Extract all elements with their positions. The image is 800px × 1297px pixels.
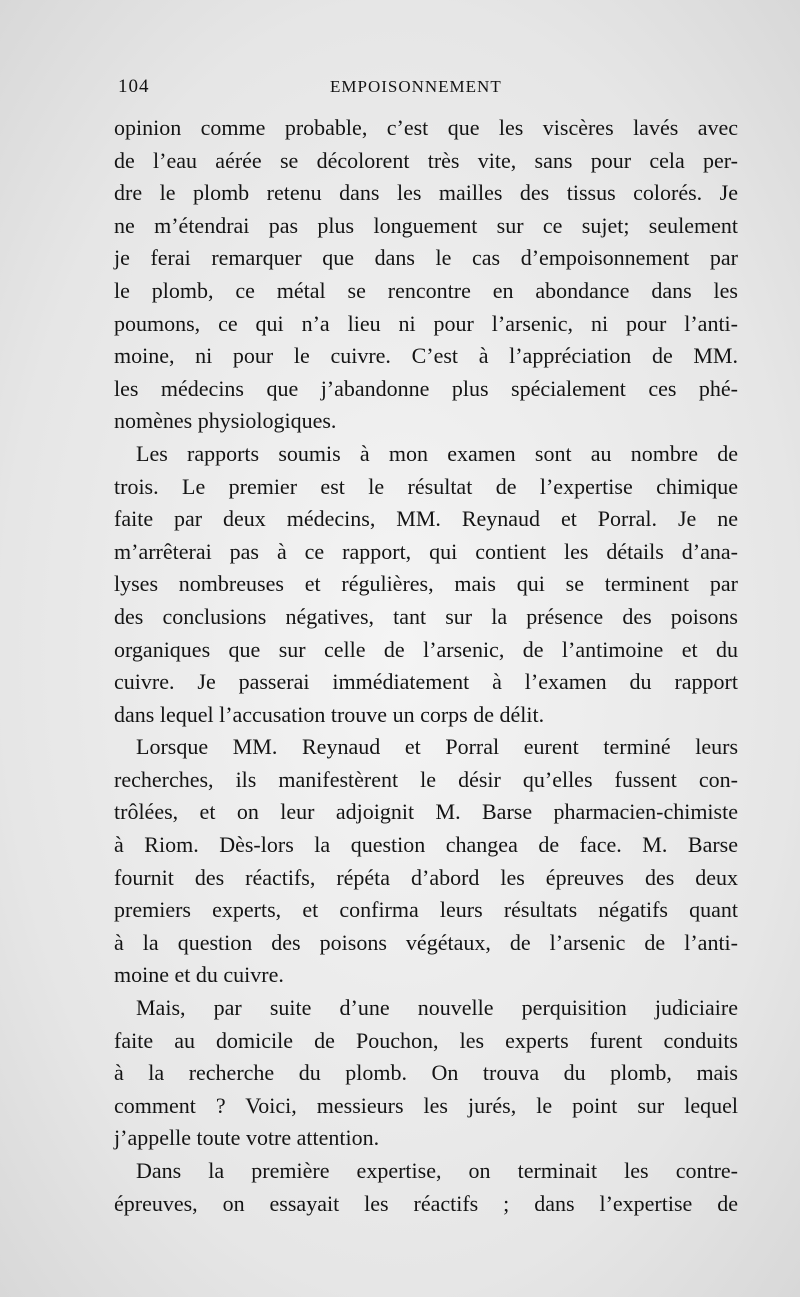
text-line: Dans la première expertise, on terminait les contre- [136,1158,738,1183]
paragraph-1 [114,112,738,438]
text-line: premiers experts, et confirma leurs résultats négatifs quant [114,897,738,923]
page-header [118,76,732,104]
text-line: dans lequel l’accusation trouve un corps de délit. [114,701,545,727]
text-line: des conclusions négatives, tant sur la présence des poisons [114,603,738,629]
text-line: j’appelle toute votre attention. [114,1125,380,1151]
text-line: de l’eau aérée se décolorent très vite, sans pour cela per- [114,147,738,173]
running-title: EMPOISONNEMENT [330,77,502,96]
text-line: je ferai remarquer que dans le cas d’empoisonnement par [114,245,738,271]
text-line: à la recherche du plomb. On trouva du plomb, mais [114,1060,738,1086]
text-line: Lorsque MM. Reynaud et Porral eurent terminé leurs [136,734,738,760]
text-line: m’arrêterai pas à ce rapport, qui contient les détails d’ana- [114,538,738,564]
paragraph-5 [114,1155,738,1220]
text-line: cuivre. Je passerai immédiatement à l’examen du rapport [114,669,738,695]
text-line: fournit des réactifs, répéta d’abord les épreuves des deux [114,864,738,890]
text-line: trôlées, et on leur adjoignit M. Barse pharmacien-chimiste [114,799,738,825]
text-line: lyses nombreuses et régulières, mais qui se terminent par [114,571,738,597]
text-line: recherches, ils manifestèrent le désir qu’elles fussent con- [114,766,738,792]
text-line: trois. Le premier est le résultat de l’expertise chimique [114,473,738,499]
text-line: opinion comme probable, c’est que les viscères lavés avec [114,115,738,140]
text-line: nomènes physiologiques. [114,408,337,434]
text-line: ne m’étendrai pas plus longuement sur ce sujet; seulement [114,212,738,238]
paragraph-4 [114,992,738,1155]
text-line: moine, ni pour le cuivre. C’est à l’appréciation de MM. [114,343,738,369]
text-line: à la question des poisons végétaux, de l’arsenic de l’anti- [114,929,738,955]
page-number: 104 [118,76,150,97]
text-line: dre le plomb retenu dans les mailles des tissus colorés. Je [114,180,738,206]
text-line: épreuves, on essayait les réactifs ; dans l’expertise de [114,1190,738,1216]
text-line: Mais, par suite d’une nouvelle perquisition judiciaire [136,995,738,1021]
text-line: faite au domicile de Pouchon, les experts furent conduits [114,1027,738,1053]
paragraph-3 [114,731,738,992]
text-line: faite par deux médecins, MM. Reynaud et Porral. Je ne [114,506,738,532]
text-line: organiques que sur celle de l’arsenic, de l’antimoine et du [114,636,738,662]
text-line: comment ? Voici, messieurs les jurés, le point sur lequel [114,1092,738,1118]
text-line: moine et du cuivre. [114,962,284,988]
text-line: les médecins que j’abandonne plus spécialement ces phé- [114,375,738,401]
text-line: à Riom. Dès-lors la question changea de face. M. Barse [114,832,738,858]
paragraph-2 [114,438,738,731]
text-line: poumons, ce qui n’a lieu ni pour l’arsenic, ni pour l’anti- [114,310,738,336]
text-line: Les rapports soumis à mon examen sont au nombre de [136,440,738,466]
text-line: le plomb, ce métal se rencontre en abondance dans les [114,277,738,303]
body-text [114,112,738,1220]
